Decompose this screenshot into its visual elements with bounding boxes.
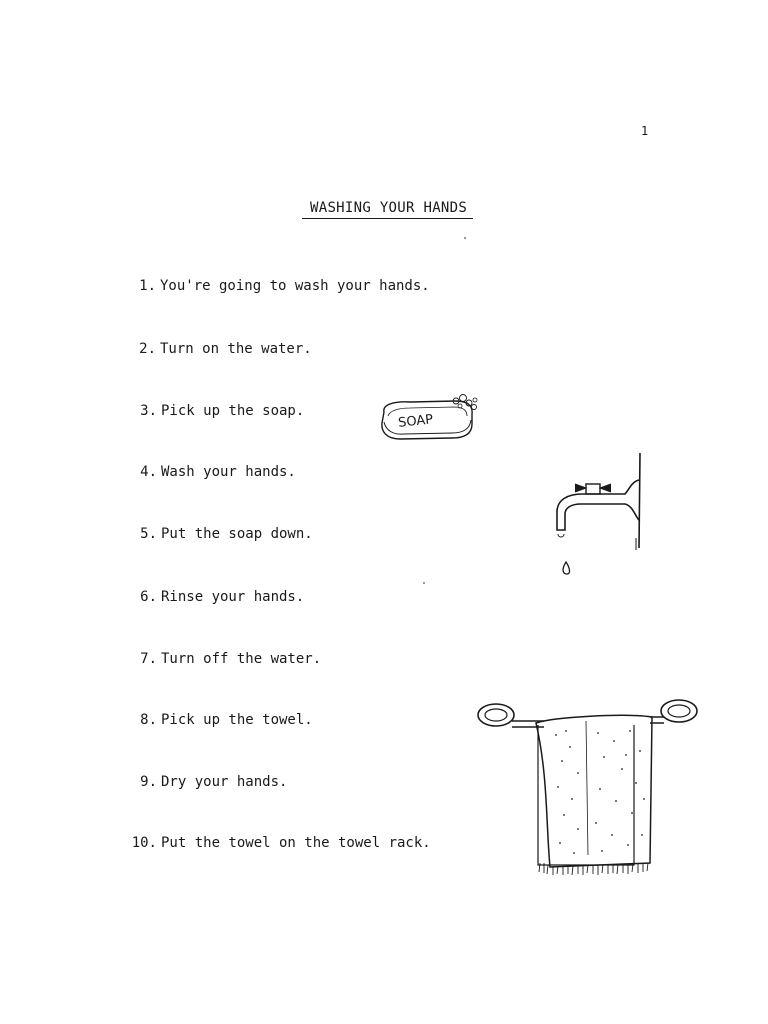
step-item (129, 463, 296, 481)
faucet-icon (545, 448, 650, 583)
step-number: 8. (140, 712, 157, 728)
step-text: Wash your hands. (161, 464, 296, 480)
step-item (129, 588, 304, 606)
soap-label: SOAP (397, 412, 434, 431)
step-item (128, 340, 312, 358)
step-text: Pick up the towel. (161, 712, 313, 728)
step-item (129, 650, 321, 668)
step-number: 3. (140, 403, 157, 419)
soap-bar-icon (376, 390, 486, 450)
step-text: Put the soap down. (161, 526, 313, 542)
step-text: Put the towel on the towel rack. (161, 835, 431, 851)
step-number: 7. (140, 651, 157, 667)
step-number: 9. (140, 774, 157, 790)
step-number: 4. (140, 464, 157, 480)
step-item (129, 525, 313, 543)
step-text: You're going to wash your hands. (160, 278, 430, 294)
step-text: Dry your hands. (161, 774, 288, 790)
step-number: 2. (139, 341, 156, 357)
step-item (122, 834, 431, 852)
step-text: Pick up the soap. (161, 403, 305, 419)
step-text: Turn off the water. (161, 651, 322, 667)
step-item (129, 711, 313, 729)
step-text: Turn on the water. (160, 341, 312, 357)
step-number: 6. (140, 589, 157, 605)
step-text: Rinse your hands. (161, 589, 305, 605)
scan-speck (423, 582, 425, 584)
step-number: 5. (140, 526, 157, 542)
towel-rack-icon (474, 695, 704, 880)
step-item (129, 773, 287, 791)
page-title: WASHING YOUR HANDS (302, 199, 473, 219)
page-number: 1 (641, 124, 649, 138)
scan-speck (464, 237, 466, 239)
step-item (129, 402, 304, 420)
step-number: 1. (139, 278, 156, 294)
step-item (128, 277, 430, 295)
step-number: 10. (131, 835, 157, 851)
